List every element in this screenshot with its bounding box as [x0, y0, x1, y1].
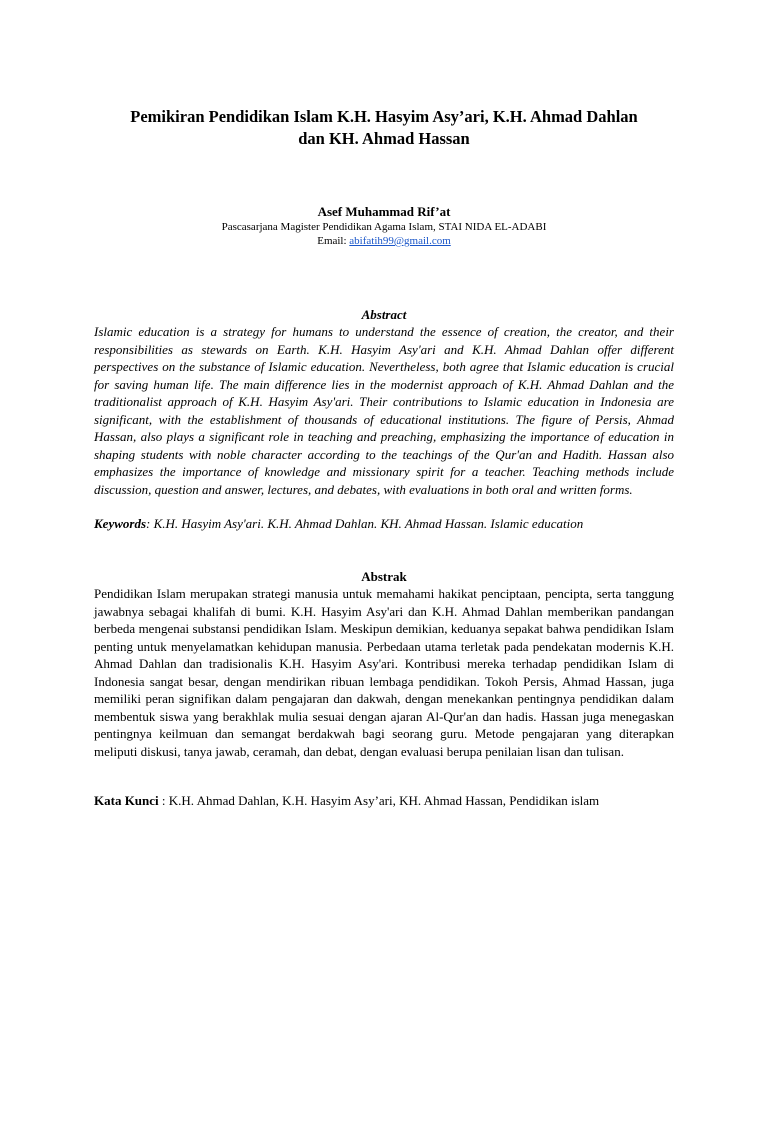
abstract-text: Islamic education is a strategy for humans to understand the essence of creation, the creator, and their responsibilities as stewards on Earth. K.H. Hasyim Asy'ari and K.H. Ahmad Dahlan offer different perspectives on the substance of Islamic education. Nevertheless, both agree that Islamic education is crucial for saving human life. The main difference lies in the modernist approach of K.H. Ahmad Dahlan and the traditionalist approach of K.H. Hasyim Asy'ari. Their contributions to Islamic education in Indonesia are significant, with the establishment of thousands of educational institutions. The figure of Persis, Ahmad Hassan, also plays a significant role in teaching and preaching, emphasizing the importance of education in shaping students with noble character according to the teachings of the Qur'an and Hadith. Hassan also emphasizes the importance of knowledge and missionary spirit for a teacher. Teaching methods include discussion, question and answer, lectures, and debates, with evaluations in both oral and written forms. — [94, 324, 674, 497]
email-link[interactable]: abifatih99@gmail.com — [349, 235, 451, 247]
paper-title — [94, 106, 674, 150]
kata-kunci-label: Kata Kunci — [94, 793, 159, 808]
abstract-heading: Abstract — [361, 307, 407, 322]
author-email-line — [94, 234, 674, 248]
kata-kunci-text: : K.H. Ahmad Dahlan, K.H. Hasyim Asy’ari, KH. Ahmad Hassan, Pendidikan islam — [158, 793, 600, 808]
abstrak-heading: Abstrak — [361, 569, 407, 584]
kata-kunci-line — [94, 792, 674, 809]
paper-title-line-1: Pemikiran Pendidikan Islam K.H. Hasyim Asy’ari, K.H. Ahmad Dahlan — [130, 107, 638, 126]
author-affiliation: Pascasarjana Magister Pendidikan Agama Islam, STAI NIDA EL-ADABI — [221, 221, 547, 233]
email-label: Email: — [317, 235, 350, 247]
keywords-line — [94, 515, 674, 532]
keywords-text: : K.H. Hasyim Asy'ari. K.H. Ahmad Dahlan. KH. Ahmad Hassan. Islamic education — [146, 516, 584, 531]
paper-page — [0, 106, 768, 1130]
paper-title-line-2: dan KH. Ahmad Hassan — [298, 129, 470, 148]
abstrak-text: Pendidikan Islam merupakan strategi manusia untuk memahami hakikat penciptaan, pencipta, serta tanggung jawabnya sebagai khalifah di bumi. K.H. Hasyim Asy'ari dan K.H. Ahmad Dahlan memberikan pandangan berbeda mengenai substansi pendidikan Islam. Meskipun demikian, keduanya sepakat bahwa pendidikan Islam penting untuk menyelamatkan kehidupan manusia. Perbedaan utama terletak pada pendekatan modernis K.H. Ahmad Dahlan dan tradisionalis K.H. Hasyim Asy'ari. Kontribusi mereka terhadap pendidikan Islam di Indonesia sangat besar, dengan mendirikan ribuan lembaga pendidikan. Tokoh Persis, Ahmad Hassan, juga memiliki peran signifikan dalam pengajaran dan dakwah, dengan menekankan pentingnya pendidikan dalam membentuk siswa yang berakhlak mulia sesuai dengan ajaran Al-Qur'an dan hadis. Hassan juga menegaskan pentingnya keilmuan dan semangat berdakwah bagi seorang guru. Metode pengajaran yang diterapkan meliputi diskusi, tanya jawab, ceramah, dan debat, dengan evaluasi berupa penilaian lisan dan tulisan. — [94, 586, 674, 759]
author-name: Asef Muhammad Rif’at — [317, 204, 451, 219]
keywords-label: Keywords — [94, 516, 146, 531]
